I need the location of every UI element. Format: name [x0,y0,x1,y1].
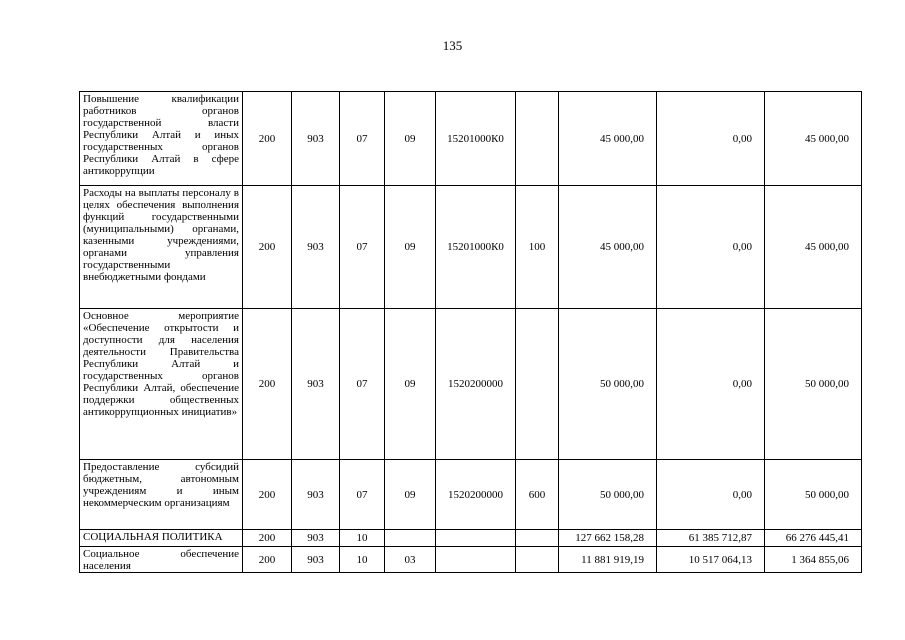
expense-type-cell [516,92,559,186]
ministry-code-cell: 903 [292,460,340,530]
amount-cell: 11 881 919,19 [559,547,657,573]
amount-cell: 50 000,00 [559,309,657,460]
subsection-cell: 09 [385,92,436,186]
expense-type-cell: 600 [516,460,559,530]
section-cell: 10 [340,547,385,573]
amount-cell: 0,00 [657,186,765,309]
subsection-cell: 09 [385,186,436,309]
ministry-code-cell: 903 [292,309,340,460]
amount-cell: 61 385 712,87 [657,530,765,547]
expense-type-cell [516,547,559,573]
admin-code-cell: 200 [243,547,292,573]
target-article-cell: 15201000К0 [436,92,516,186]
table-row [80,460,862,530]
section-cell: 07 [340,92,385,186]
target-article-cell: 1520200000 [436,460,516,530]
amount-cell: 0,00 [657,92,765,186]
subsection-cell: 09 [385,309,436,460]
target-article-cell [436,547,516,573]
subsection-cell: 03 [385,547,436,573]
section-cell: 07 [340,186,385,309]
admin-code-cell: 200 [243,309,292,460]
amount-cell: 45 000,00 [765,92,862,186]
amount-cell: 45 000,00 [765,186,862,309]
section-cell: 10 [340,530,385,547]
ministry-code-cell: 903 [292,547,340,573]
amount-cell: 50 000,00 [765,309,862,460]
amount-cell: 0,00 [657,460,765,530]
table-row [80,309,862,460]
section-cell: 07 [340,309,385,460]
admin-code-cell: 200 [243,530,292,547]
subsection-cell [385,530,436,547]
row-name-cell: Повышение квалификации работников органов государственной власти Республики Алтай и иных государственных органов Республики Алтай в сфере антикоррупции [80,92,243,186]
table-row [80,547,862,573]
amount-cell: 45 000,00 [559,92,657,186]
target-article-cell: 15201000К0 [436,186,516,309]
amount-cell: 50 000,00 [559,460,657,530]
admin-code-cell: 200 [243,92,292,186]
amount-cell: 0,00 [657,309,765,460]
amount-cell: 66 276 445,41 [765,530,862,547]
table-row [80,530,862,547]
ministry-code-cell: 903 [292,530,340,547]
admin-code-cell: 200 [243,460,292,530]
page-number: 135 [442,38,463,53]
row-name-cell: Расходы на выплаты персоналу в целях обеспечения выполнения функций государственными (муниципальными) органами, казенными учреждениями, органами управления государственными внебюджетными фондами [80,186,243,309]
budget-table [79,91,862,573]
amount-cell: 10 517 064,13 [657,547,765,573]
target-article-cell: 1520200000 [436,309,516,460]
admin-code-cell: 200 [243,186,292,309]
ministry-code-cell: 903 [292,186,340,309]
expense-type-cell [516,309,559,460]
expense-type-cell [516,530,559,547]
table-row [80,186,862,309]
subsection-cell: 09 [385,460,436,530]
row-name-cell: Основное мероприятие «Обеспечение открытости и доступности для населения деятельности Правительства Республики Алтай и государственных органов Республики Алтай, обеспечение поддержки общественных антикоррупционных инициатив» [80,309,243,460]
ministry-code-cell: 903 [292,92,340,186]
section-cell: 07 [340,460,385,530]
row-name-cell: Предоставление субсидий бюджетным, автономным учреждениям и иным некоммерческим организациям [80,460,243,530]
row-name-cell: СОЦИАЛЬНАЯ ПОЛИТИКА [80,530,243,547]
row-name-cell: Социальное обеспечение населения [80,547,243,573]
amount-cell: 1 364 855,06 [765,547,862,573]
amount-cell: 45 000,00 [559,186,657,309]
target-article-cell [436,530,516,547]
expense-type-cell: 100 [516,186,559,309]
table-row [80,92,862,186]
amount-cell: 127 662 158,28 [559,530,657,547]
amount-cell: 50 000,00 [765,460,862,530]
